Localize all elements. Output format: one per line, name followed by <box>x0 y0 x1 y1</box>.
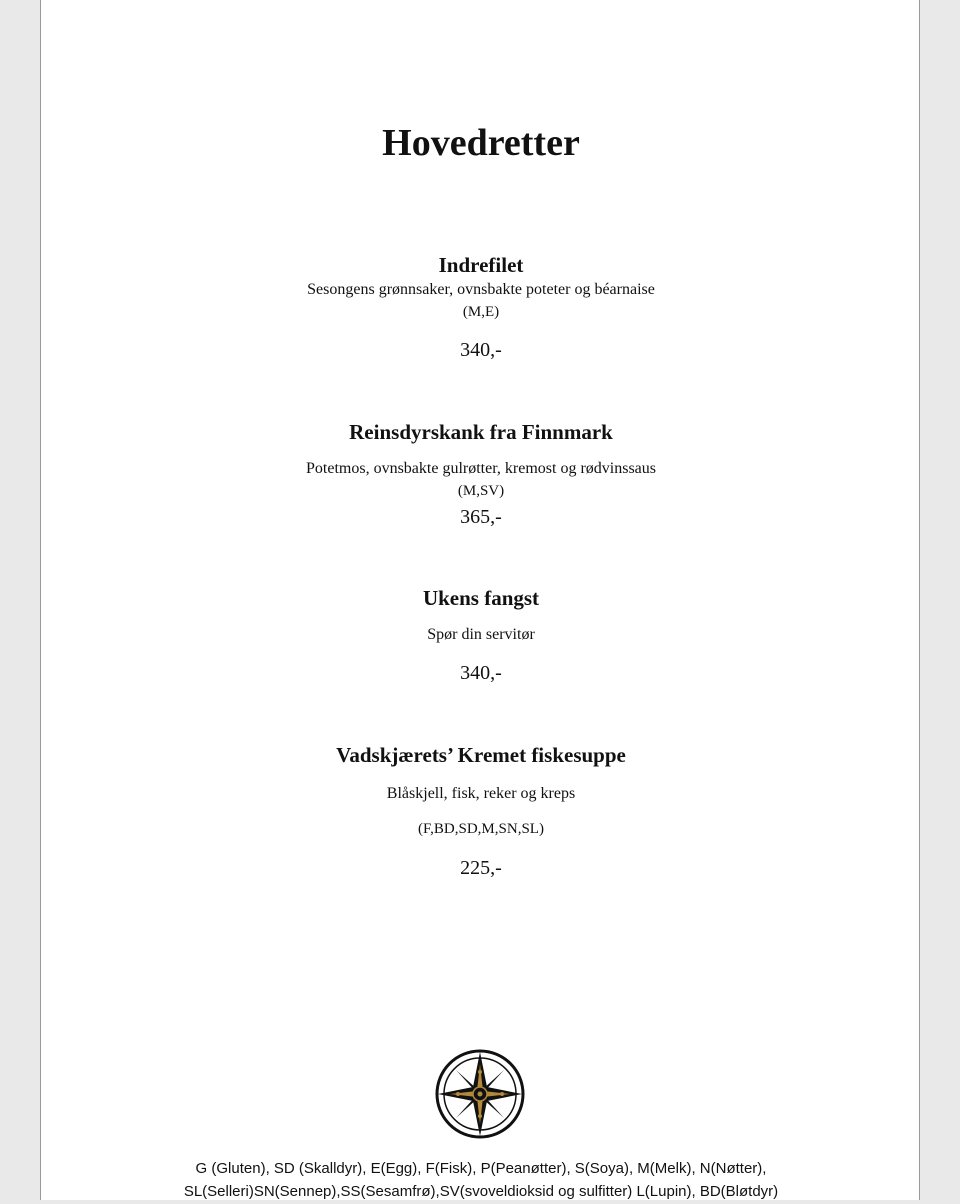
dish-allergens: (F,BD,SD,M,SN,SL) <box>418 821 544 837</box>
dish-name: Indrefilet <box>438 253 524 277</box>
allergen-key-line: G (Gluten), SD (Skalldyr), E(Egg), F(Fisk), P(Peanøtter), S(Soya), M(Melk), N(Nøtter), <box>195 1160 767 1177</box>
dish-description: Potetmos, ovnsbakte gulrøtter, kremost og rødvinssaus <box>306 460 656 477</box>
allergen-key-line: SL(Selleri)SN(Sennep),SS(Sesamfrø),SV(svoveldioksid og sulfitter) L(Lupin), BD(Bløtdyr) <box>183 1183 779 1200</box>
dish-name: Vadskjærets’ Kremet fiskesuppe <box>336 743 626 767</box>
dish-name: Reinsdyrskank fra Finnmark <box>349 420 613 444</box>
dish-price: 340,- <box>460 662 502 684</box>
dish-description: Spør din servitør <box>427 626 535 643</box>
dish-description: Sesongens grønnsaker, ovnsbakte poteter og béarnaise <box>307 281 655 298</box>
page-title: Hovedretter <box>382 122 580 164</box>
compass-rose-icon <box>434 1048 526 1140</box>
dish-price: 340,- <box>460 339 502 361</box>
dish-allergens: (M,E) <box>462 304 500 320</box>
menu-page <box>40 0 920 1200</box>
dish-price: 225,- <box>460 857 502 879</box>
dish-name: Ukens fangst <box>422 586 540 610</box>
dish-description: Blåskjell, fisk, reker og kreps <box>386 785 576 802</box>
dish-allergens: (M,SV) <box>457 483 505 499</box>
dish-price: 365,- <box>460 506 502 528</box>
